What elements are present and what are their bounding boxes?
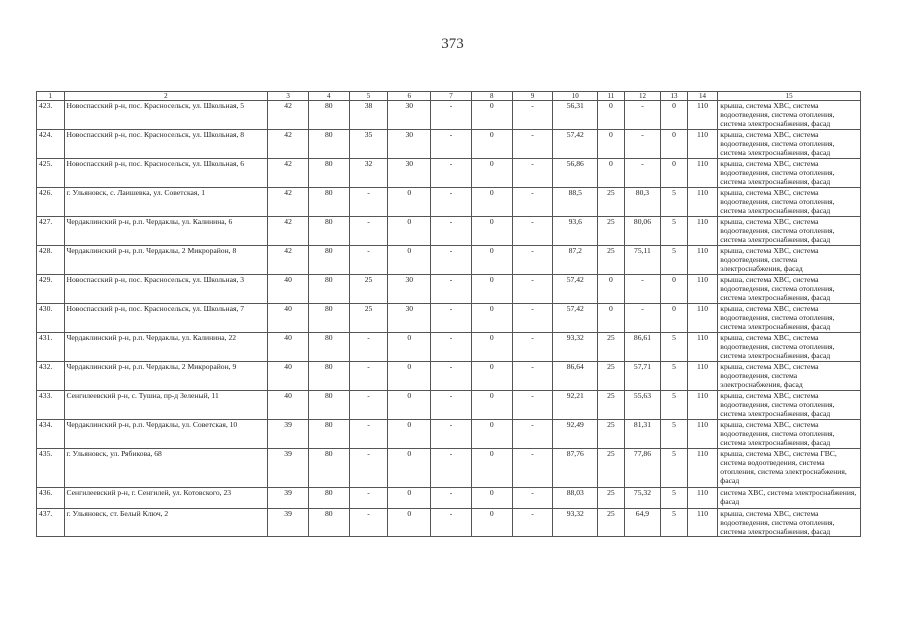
col-12: 80,06	[624, 217, 661, 246]
col-5: -	[349, 188, 388, 217]
col-10: 57,42	[553, 275, 598, 304]
row-number: 436.	[37, 488, 65, 509]
col-9: -	[512, 304, 553, 333]
work-types: крыша, система ХВС, система водоотведения, система отопления, система электроснабжения, фасад	[718, 333, 861, 362]
col-14: 110	[687, 509, 718, 537]
col-3: 40	[268, 333, 309, 362]
work-types: крыша, система ХВС, система водоотведения, система отопления, система электроснабжения, фасад	[718, 130, 861, 159]
col-13: 5	[661, 362, 687, 391]
col-11: 25	[598, 420, 624, 449]
col-10: 56,31	[553, 101, 598, 130]
col-3: 40	[268, 391, 309, 420]
col-4: 80	[308, 333, 349, 362]
col-8: 0	[471, 509, 512, 537]
col-6: 0	[388, 362, 431, 391]
col-12: 57,71	[624, 362, 661, 391]
address: Новоспасский р-н, пос. Красносельск, ул. Школьная, 5	[64, 101, 268, 130]
col-6: 30	[388, 130, 431, 159]
work-types: крыша, система ХВС, система водоотведения, система отопления, система электроснабжения, фасад	[718, 275, 861, 304]
table-row	[37, 217, 861, 246]
col-14: 110	[687, 159, 718, 188]
work-types: крыша, система ХВС, система водоотведения, система отопления, система электроснабжения, фасад	[718, 391, 861, 420]
table-row	[37, 509, 861, 537]
col-6: 0	[388, 246, 431, 275]
table-row	[37, 362, 861, 391]
col-9: -	[512, 420, 553, 449]
table-row	[37, 130, 861, 159]
col-14: 110	[687, 362, 718, 391]
col-7: -	[431, 391, 472, 420]
col-9: -	[512, 449, 553, 488]
col-13: 5	[661, 420, 687, 449]
col-13: 0	[661, 304, 687, 333]
column-number: 14	[687, 92, 718, 101]
col-4: 80	[308, 509, 349, 537]
col-12: 77,86	[624, 449, 661, 488]
col-7: -	[431, 304, 472, 333]
col-10: 93,32	[553, 333, 598, 362]
col-5: -	[349, 362, 388, 391]
col-13: 5	[661, 333, 687, 362]
col-3: 42	[268, 130, 309, 159]
col-7: -	[431, 188, 472, 217]
col-13: 5	[661, 509, 687, 537]
col-5: -	[349, 391, 388, 420]
col-4: 80	[308, 391, 349, 420]
col-14: 110	[687, 488, 718, 509]
col-4: 80	[308, 130, 349, 159]
col-8: 0	[471, 449, 512, 488]
col-6: 30	[388, 159, 431, 188]
col-3: 42	[268, 188, 309, 217]
col-14: 110	[687, 333, 718, 362]
work-types: крыша, система ХВС, система ГВС, система водоотведения, система отопления, система электроснабжения, фасад	[718, 449, 861, 488]
row-number: 428.	[37, 246, 65, 275]
col-4: 80	[308, 101, 349, 130]
col-3: 40	[268, 362, 309, 391]
col-10: 57,42	[553, 304, 598, 333]
col-13: 0	[661, 159, 687, 188]
col-13: 0	[661, 275, 687, 304]
col-6: 0	[388, 449, 431, 488]
table-header-row	[37, 92, 861, 101]
col-9: -	[512, 275, 553, 304]
address: г. Ульяновск, с. Лаишевка, ул. Советская, 1	[64, 188, 268, 217]
row-number: 434.	[37, 420, 65, 449]
col-9: -	[512, 362, 553, 391]
col-13: 5	[661, 488, 687, 509]
col-12: -	[624, 275, 661, 304]
col-10: 92,21	[553, 391, 598, 420]
col-5: -	[349, 488, 388, 509]
col-14: 110	[687, 449, 718, 488]
col-11: 25	[598, 362, 624, 391]
col-5: 32	[349, 159, 388, 188]
col-12: 55,63	[624, 391, 661, 420]
row-number: 431.	[37, 333, 65, 362]
col-11: 25	[598, 333, 624, 362]
col-5: -	[349, 333, 388, 362]
col-8: 0	[471, 391, 512, 420]
col-11: 25	[598, 188, 624, 217]
col-11: 0	[598, 101, 624, 130]
col-3: 40	[268, 304, 309, 333]
row-number: 435.	[37, 449, 65, 488]
col-14: 110	[687, 391, 718, 420]
col-7: -	[431, 333, 472, 362]
col-6: 0	[388, 188, 431, 217]
row-number: 433.	[37, 391, 65, 420]
col-6: 0	[388, 509, 431, 537]
col-4: 80	[308, 304, 349, 333]
address: Новоспасский р-н, пос. Красносельск, ул. Школьная, 3	[64, 275, 268, 304]
column-number: 3	[268, 92, 309, 101]
column-number: 4	[308, 92, 349, 101]
column-number: 1	[37, 92, 65, 101]
col-13: 5	[661, 188, 687, 217]
work-types: крыша, система ХВС, система водоотведения, система электроснабжения, фасад	[718, 246, 861, 275]
col-3: 42	[268, 101, 309, 130]
col-12: 80,3	[624, 188, 661, 217]
column-number: 12	[624, 92, 661, 101]
address: г. Ульяновск, ул. Рябикова, 68	[64, 449, 268, 488]
col-8: 0	[471, 246, 512, 275]
col-14: 110	[687, 217, 718, 246]
col-12: 75,32	[624, 488, 661, 509]
col-12: 64,9	[624, 509, 661, 537]
col-3: 42	[268, 246, 309, 275]
col-5: 25	[349, 304, 388, 333]
col-3: 42	[268, 217, 309, 246]
col-10: 87,76	[553, 449, 598, 488]
col-3: 39	[268, 488, 309, 509]
col-10: 87,2	[553, 246, 598, 275]
address: Новоспасский р-н, пос. Красносельск, ул. Школьная, 7	[64, 304, 268, 333]
col-5: -	[349, 449, 388, 488]
col-6: 0	[388, 488, 431, 509]
address: Сенгилеевский р-н, с. Тушна, пр-д Зеленый, 11	[64, 391, 268, 420]
col-3: 40	[268, 275, 309, 304]
col-8: 0	[471, 362, 512, 391]
col-9: -	[512, 159, 553, 188]
col-8: 0	[471, 420, 512, 449]
col-4: 80	[308, 188, 349, 217]
col-8: 0	[471, 130, 512, 159]
col-14: 110	[687, 101, 718, 130]
table-row	[37, 420, 861, 449]
col-13: 5	[661, 391, 687, 420]
col-6: 0	[388, 420, 431, 449]
col-12: 86,61	[624, 333, 661, 362]
work-types: система ХВС, система электроснабжения, фасад	[718, 488, 861, 509]
table-row	[37, 449, 861, 488]
col-6: 0	[388, 391, 431, 420]
table-row	[37, 159, 861, 188]
column-number: 6	[388, 92, 431, 101]
col-7: -	[431, 509, 472, 537]
col-11: 25	[598, 488, 624, 509]
col-14: 110	[687, 130, 718, 159]
row-number: 423.	[37, 101, 65, 130]
work-types: крыша, система ХВС, система водоотведения, система отопления, система электроснабжения, фасад	[718, 509, 861, 537]
row-number: 430.	[37, 304, 65, 333]
col-9: -	[512, 246, 553, 275]
col-5: 25	[349, 275, 388, 304]
col-4: 80	[308, 246, 349, 275]
address: Чердаклинский р-н, р.п. Чердаклы, 2 Микрорайон, 8	[64, 246, 268, 275]
col-12: 81,31	[624, 420, 661, 449]
table-row	[37, 101, 861, 130]
col-7: -	[431, 101, 472, 130]
col-13: 5	[661, 449, 687, 488]
col-11: 0	[598, 304, 624, 333]
col-7: -	[431, 420, 472, 449]
col-11: 25	[598, 217, 624, 246]
col-11: 0	[598, 159, 624, 188]
work-types: крыша, система ХВС, система водоотведения, система отопления, система электроснабжения, фасад	[718, 420, 861, 449]
column-number: 15	[718, 92, 861, 101]
col-9: -	[512, 217, 553, 246]
col-5: -	[349, 217, 388, 246]
col-4: 80	[308, 362, 349, 391]
col-10: 88,5	[553, 188, 598, 217]
address: Чердаклинский р-н, р.п. Чердаклы, ул. Советская, 10	[64, 420, 268, 449]
col-8: 0	[471, 488, 512, 509]
col-6: 30	[388, 304, 431, 333]
col-10: 93,6	[553, 217, 598, 246]
address: г. Ульяновск, ст. Белый Ключ, 2	[64, 509, 268, 537]
col-11: 25	[598, 246, 624, 275]
col-13: 5	[661, 246, 687, 275]
col-4: 80	[308, 488, 349, 509]
col-8: 0	[471, 275, 512, 304]
row-number: 429.	[37, 275, 65, 304]
col-6: 30	[388, 275, 431, 304]
col-14: 110	[687, 304, 718, 333]
col-8: 0	[471, 188, 512, 217]
row-number: 426.	[37, 188, 65, 217]
repair-schedule-table	[36, 91, 861, 537]
address: Сенгилеевский р-н, г. Сенгилей, ул. Котовского, 23	[64, 488, 268, 509]
col-13: 5	[661, 217, 687, 246]
col-7: -	[431, 275, 472, 304]
work-types: крыша, система ХВС, система водоотведения, система отопления, система электроснабжения, фасад	[718, 217, 861, 246]
col-6: 0	[388, 333, 431, 362]
col-9: -	[512, 391, 553, 420]
col-7: -	[431, 217, 472, 246]
table-row	[37, 246, 861, 275]
col-4: 80	[308, 420, 349, 449]
col-4: 80	[308, 449, 349, 488]
col-8: 0	[471, 304, 512, 333]
col-3: 39	[268, 509, 309, 537]
col-4: 80	[308, 159, 349, 188]
column-number: 11	[598, 92, 624, 101]
col-5: -	[349, 420, 388, 449]
col-6: 0	[388, 217, 431, 246]
column-number: 9	[512, 92, 553, 101]
address: Новоспасский р-н, пос. Красносельск, ул. Школьная, 6	[64, 159, 268, 188]
column-number: 8	[471, 92, 512, 101]
row-number: 425.	[37, 159, 65, 188]
col-3: 39	[268, 449, 309, 488]
col-5: 35	[349, 130, 388, 159]
col-13: 0	[661, 130, 687, 159]
column-number: 13	[661, 92, 687, 101]
row-number: 432.	[37, 362, 65, 391]
col-12: -	[624, 130, 661, 159]
col-8: 0	[471, 159, 512, 188]
col-10: 86,64	[553, 362, 598, 391]
col-9: -	[512, 101, 553, 130]
table-row	[37, 488, 861, 509]
column-number: 2	[64, 92, 268, 101]
col-8: 0	[471, 101, 512, 130]
col-11: 25	[598, 449, 624, 488]
col-12: 75,11	[624, 246, 661, 275]
col-5: -	[349, 509, 388, 537]
row-number: 427.	[37, 217, 65, 246]
column-number: 10	[553, 92, 598, 101]
address: Чердаклинский р-н, р.п. Чердаклы, ул. Калинина, 22	[64, 333, 268, 362]
table-row	[37, 275, 861, 304]
col-3: 42	[268, 159, 309, 188]
address: Чердаклинский р-н, р.п. Чердаклы, ул. Калинина, 6	[64, 217, 268, 246]
table-row	[37, 391, 861, 420]
col-11: 25	[598, 391, 624, 420]
col-10: 57,42	[553, 130, 598, 159]
page-number: 373	[441, 36, 464, 52]
col-10: 88,03	[553, 488, 598, 509]
col-12: -	[624, 304, 661, 333]
col-6: 30	[388, 101, 431, 130]
work-types: крыша, система ХВС, система водоотведения, система отопления, система электроснабжения, фасад	[718, 304, 861, 333]
col-5: -	[349, 246, 388, 275]
col-10: 92,49	[553, 420, 598, 449]
work-types: крыша, система ХВС, система водоотведения, система отопления, система электроснабжения, фасад	[718, 188, 861, 217]
table-row	[37, 333, 861, 362]
row-number: 437.	[37, 509, 65, 537]
column-number: 7	[431, 92, 472, 101]
work-types: крыша, система ХВС, система водоотведения, система электроснабжения, фасад	[718, 362, 861, 391]
col-4: 80	[308, 275, 349, 304]
col-14: 110	[687, 275, 718, 304]
col-7: -	[431, 159, 472, 188]
col-13: 0	[661, 101, 687, 130]
address: Новоспасский р-н, пос. Красносельск, ул. Школьная, 8	[64, 130, 268, 159]
table-row	[37, 188, 861, 217]
col-11: 0	[598, 275, 624, 304]
col-7: -	[431, 362, 472, 391]
col-10: 56,86	[553, 159, 598, 188]
col-4: 80	[308, 217, 349, 246]
col-7: -	[431, 449, 472, 488]
col-8: 0	[471, 217, 512, 246]
col-9: -	[512, 333, 553, 362]
col-11: 0	[598, 130, 624, 159]
col-11: 25	[598, 509, 624, 537]
col-12: -	[624, 159, 661, 188]
col-8: 0	[471, 333, 512, 362]
col-14: 110	[687, 188, 718, 217]
col-9: -	[512, 188, 553, 217]
col-7: -	[431, 488, 472, 509]
col-9: -	[512, 130, 553, 159]
col-3: 39	[268, 420, 309, 449]
work-types: крыша, система ХВС, система водоотведения, система отопления, система электроснабжения, фасад	[718, 101, 861, 130]
column-number: 5	[349, 92, 388, 101]
col-14: 110	[687, 246, 718, 275]
col-5: 38	[349, 101, 388, 130]
col-14: 110	[687, 420, 718, 449]
col-7: -	[431, 130, 472, 159]
address: Чердаклинский р-н, р.п. Чердаклы, 2 Микрорайон, 9	[64, 362, 268, 391]
col-12: -	[624, 101, 661, 130]
col-7: -	[431, 246, 472, 275]
col-10: 93,32	[553, 509, 598, 537]
table-row	[37, 304, 861, 333]
col-9: -	[512, 509, 553, 537]
work-types: крыша, система ХВС, система водоотведения, система отопления, система электроснабжения, фасад	[718, 159, 861, 188]
row-number: 424.	[37, 130, 65, 159]
col-9: -	[512, 488, 553, 509]
